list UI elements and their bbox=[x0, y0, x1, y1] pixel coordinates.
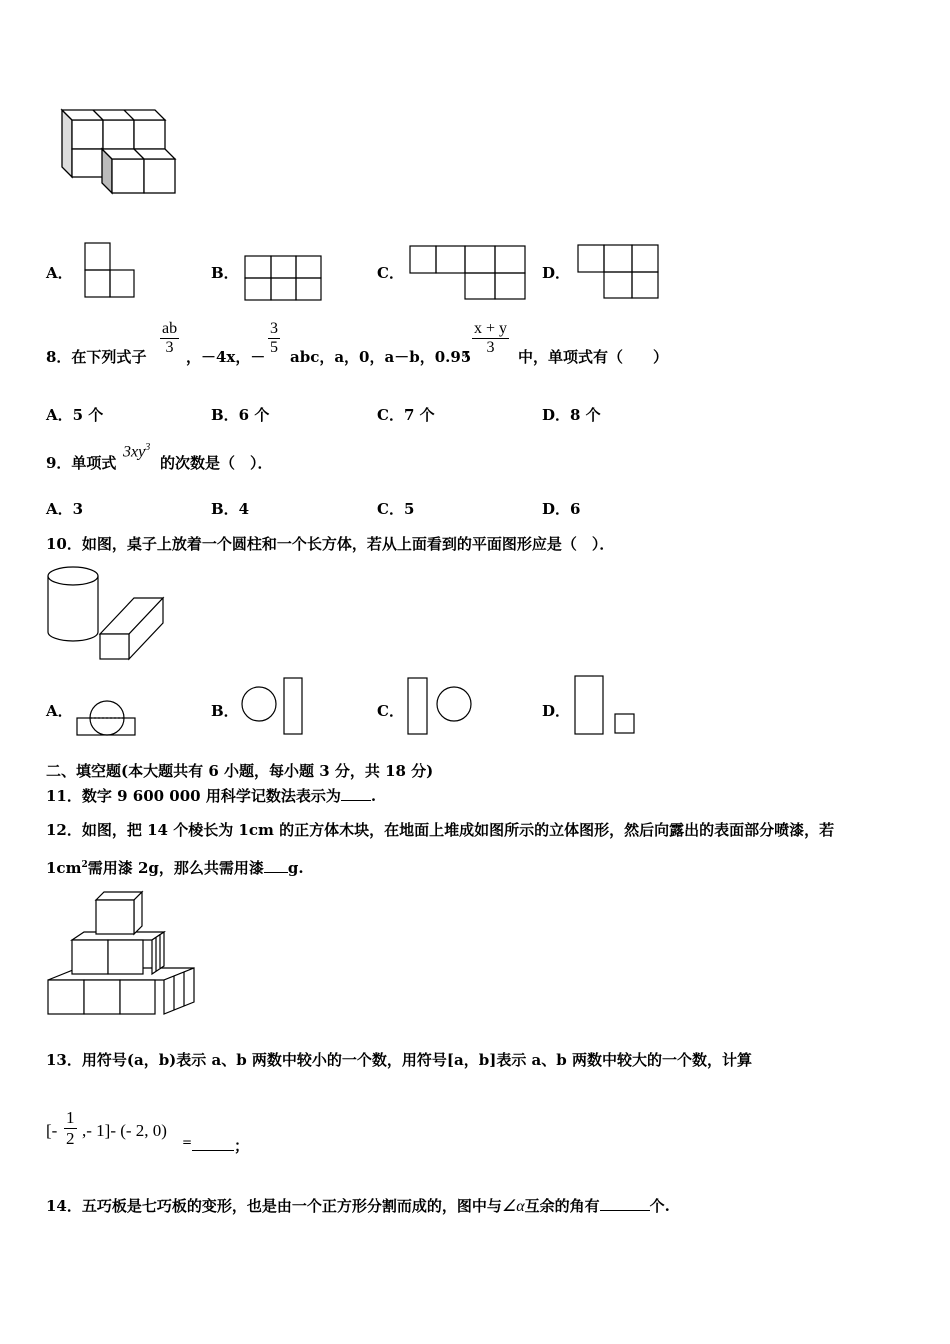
q8-frac1-denominator: 3 bbox=[160, 338, 179, 357]
q9-option-d[interactable]: D．6 bbox=[542, 500, 581, 518]
q14-end: 个. bbox=[649, 1197, 670, 1215]
q14-angle-alpha: ∠α bbox=[501, 1198, 525, 1215]
q8-option-c[interactable]: C．7 个 bbox=[377, 406, 435, 424]
q13-question-text: 13．用符号(a，b)表示 a、b 两数中较小的一个数，用符号[a，b]表示 a、b 两数中较大的一个数，计算 bbox=[46, 1051, 752, 1069]
q10-option-b-label[interactable]: B． bbox=[211, 702, 239, 720]
q13-answer-area bbox=[192, 1135, 249, 1156]
q8-frac1-numerator: ab bbox=[162, 320, 178, 337]
q9-option-b[interactable]: B．4 bbox=[211, 500, 250, 518]
q11-question bbox=[46, 785, 376, 806]
q13-equals-sign: = bbox=[182, 1135, 193, 1149]
q10-cylinder-and-box-figure bbox=[44, 564, 174, 664]
q13-equals bbox=[182, 1135, 192, 1149]
q10-option-a-label[interactable]: A． bbox=[46, 702, 73, 720]
q10-option-c-label[interactable]: C． bbox=[377, 702, 404, 720]
q12-line2-mid: 需用漆 2g，那么共需用漆 bbox=[87, 859, 264, 877]
q13-end: ； bbox=[234, 1137, 250, 1155]
q12-unit-exponent: 2 bbox=[81, 860, 88, 870]
q8-part3: abc，a，0，a－b，0.95 bbox=[290, 348, 472, 366]
q10-option-c-figure bbox=[406, 676, 476, 738]
q12-cube-pyramid-figure bbox=[44, 884, 194, 1019]
q8-option-d[interactable]: D．8 个 bbox=[542, 406, 601, 424]
q8-option-a[interactable]: A．5 个 bbox=[46, 406, 104, 424]
q7-option-d-label[interactable]: D． bbox=[542, 264, 571, 282]
q7-option-a-figure bbox=[84, 242, 144, 302]
q7-option-c-figure bbox=[409, 245, 529, 305]
q8-fraction-3-5 bbox=[268, 320, 280, 357]
q8-frac2-numerator: 3 bbox=[270, 320, 278, 337]
q13-expr-open: [- bbox=[46, 1121, 58, 1140]
q11-end: . bbox=[370, 787, 377, 805]
q13-fraction-one-half bbox=[64, 1108, 77, 1149]
q11-answer-blank[interactable] bbox=[341, 800, 371, 801]
section-2-title: 二、填空题(本大题共有 6 小题，每小题 3 分，共 18 分) bbox=[46, 762, 434, 780]
q10-option-b-figure bbox=[240, 676, 310, 738]
q10-option-d-figure bbox=[573, 674, 643, 738]
q13-frac-denominator: 2 bbox=[66, 1129, 75, 1148]
q14-prefix: 14．五巧板是七巧板的变形，也是由一个正方形分割而成的，图中与 bbox=[46, 1197, 502, 1215]
q8-fraction-x-plus-y-3 bbox=[472, 320, 509, 357]
q14-mid: 互余的角有 bbox=[524, 1197, 600, 1215]
q8-fraction-ab-3 bbox=[160, 320, 179, 357]
q11-text: 11．数字 9 600 000 用科学记数法表示为 bbox=[46, 787, 341, 805]
q10-option-a-figure bbox=[76, 700, 156, 740]
q14-question bbox=[46, 1195, 670, 1216]
q8-prefix: 8．在下列式子 bbox=[46, 348, 147, 366]
q8-frac3-denominator: 3 bbox=[472, 338, 509, 357]
q13-answer-blank[interactable] bbox=[192, 1136, 234, 1151]
q10-option-d-label[interactable]: D． bbox=[542, 702, 571, 720]
q8-part2: ，－4x，－ bbox=[186, 348, 266, 366]
q8-option-b[interactable]: B．6 个 bbox=[211, 406, 270, 424]
q9-option-a[interactable]: A．3 bbox=[46, 500, 84, 518]
q8-suffix: 中，单项式有（ ） bbox=[518, 348, 669, 366]
q12-answer-blank[interactable] bbox=[264, 872, 288, 873]
q8-frac3-numerator: x + y bbox=[474, 320, 508, 337]
q13-expr-rest: ,- 1]- (- 2, 0) bbox=[82, 1121, 167, 1140]
q7-option-b-label[interactable]: B． bbox=[211, 264, 239, 282]
q7-option-a-label[interactable]: A． bbox=[46, 264, 73, 282]
q7-option-c-label[interactable]: C． bbox=[377, 264, 404, 282]
q12-line1: 12．如图，把 14 个棱长为 1cm 的正方体木块，在地面上堆成如图所示的立体图形，然后向露出的表面部分喷漆，若 bbox=[46, 821, 835, 839]
q9-suffix: 的次数是（ ）． bbox=[160, 454, 273, 472]
q9-expression bbox=[123, 442, 150, 461]
q9-option-c[interactable]: C．5 bbox=[377, 500, 415, 518]
q7-option-d-figure bbox=[577, 244, 667, 304]
q7-option-b-figure bbox=[244, 255, 324, 305]
q10-question-text: 10．如图，桌子上放着一个圆柱和一个长方体，若从上面看到的平面图形应是（ ）． bbox=[46, 535, 615, 553]
q9-prefix: 9．单项式 bbox=[46, 454, 117, 472]
q14-answer-blank[interactable] bbox=[600, 1210, 650, 1211]
q12-line2-end: g. bbox=[287, 859, 304, 877]
q9-expression-base: 3xy bbox=[123, 443, 146, 461]
q9-expression-exponent: 3 bbox=[145, 442, 151, 453]
q13-frac-numerator: 1 bbox=[66, 1108, 75, 1127]
q12-line2 bbox=[46, 857, 304, 878]
q12-unit: 1cm bbox=[46, 859, 82, 877]
q8-frac2-denominator: 5 bbox=[270, 339, 278, 356]
q8-comma: ， bbox=[464, 340, 480, 358]
